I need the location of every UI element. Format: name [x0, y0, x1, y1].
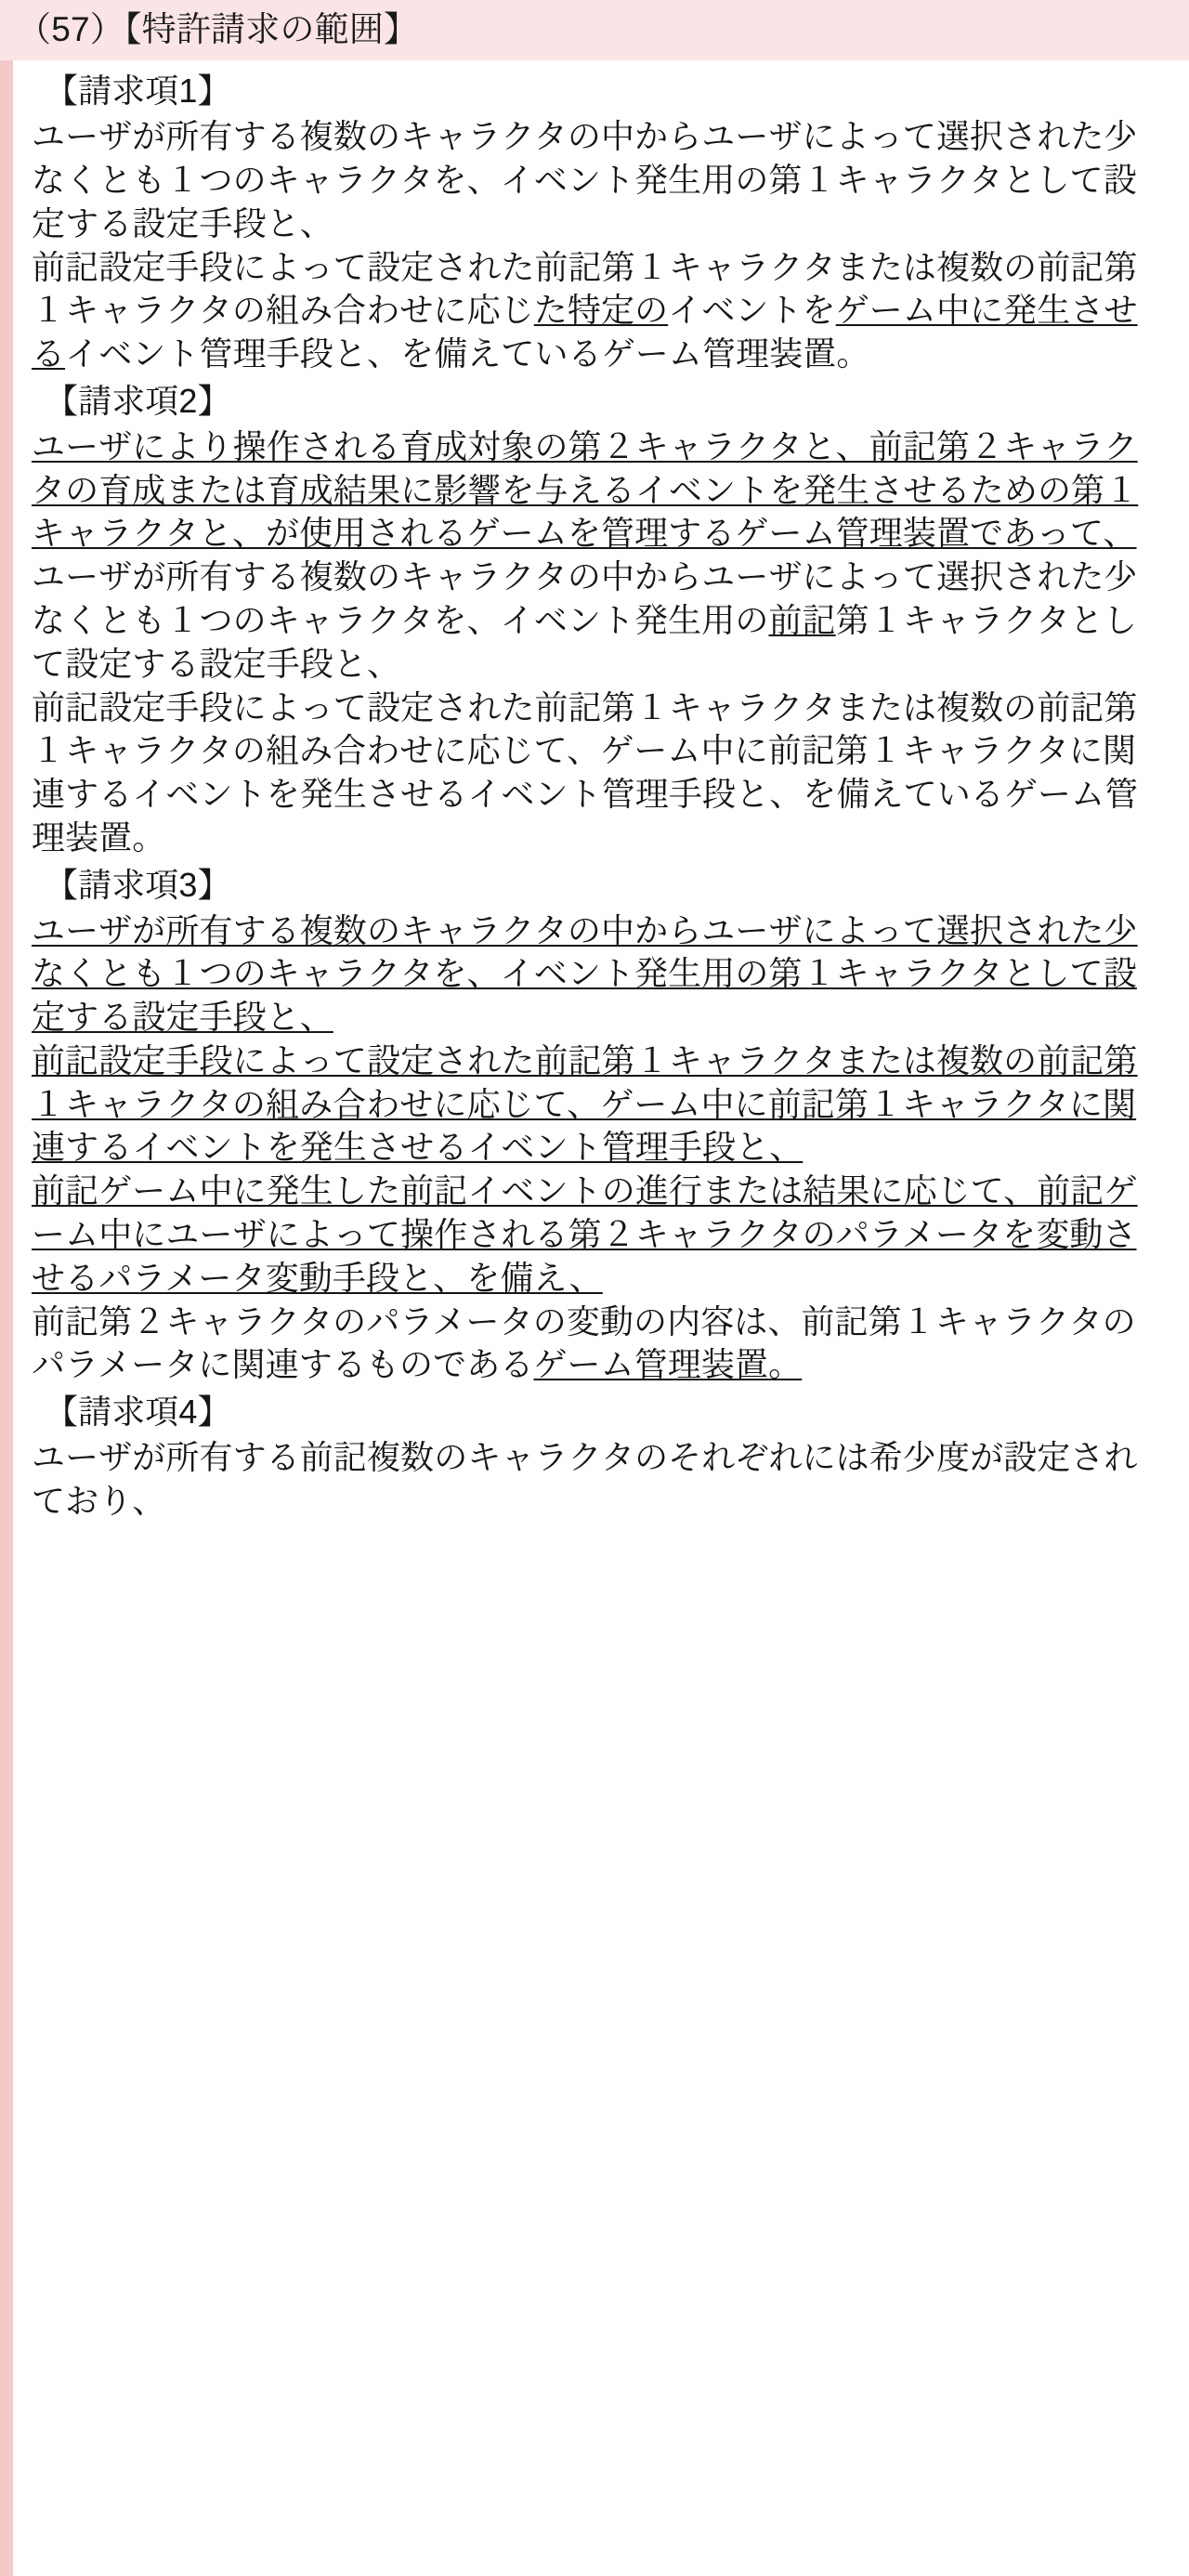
text-run: 前記設定手段によって設定された前記第１キャラクタまたは複数の前記第１キャラクタの組み合わせに応じて、ゲーム中に前記第１キャラクタに関連するイベントを発生させるイベント管理手段と、を備えているゲーム管理装置。	[32, 687, 1139, 856]
underlined-text-run: 前記ゲーム中に発生した前記イベントの進行または結果に応じて、前記ゲーム中にユーザによって操作される第２キャラクタのパラメータを変動させるパラメータ変動手段と、を備え、	[32, 1171, 1138, 1297]
section-header-claims: （57）【特許請求の範囲】	[0, 0, 1189, 60]
underlined-text-run: ゲーム中に発生させる	[32, 291, 1138, 373]
underlined-text-run: ユーザにより操作される育成対象の第２キャラクタと、前記第２キャラクタの育成または育成結果に影響を与えるイベントを発生させるための第１キャラクタと、が使用されるゲームを管理するゲーム管理装置であって、	[32, 426, 1139, 553]
underlined-text-run: ゲーム管理装置。	[533, 1345, 803, 1384]
claim-paragraph	[32, 686, 1169, 860]
text-run: ユーザが所有する前記複数のキャラクタのそれぞれには希少度が設定されており、	[32, 1438, 1138, 1520]
claim-paragraph	[32, 425, 1169, 556]
text-run: イベント管理手段と、を備えているゲーム管理装置。	[65, 334, 870, 373]
underlined-text-run: ユーザが所有する複数のキャラクタの中からユーザによって選択された少なくとも１つのキャラクタを、イベント発生用の第１キャラクタとして設定する設定手段と、	[32, 910, 1138, 1037]
claim-label: 【請求項4】	[45, 1393, 231, 1432]
claim-paragraph	[32, 909, 1169, 1040]
underlined-text-run: た特定の	[533, 291, 669, 330]
claim-paragraph	[32, 1436, 1169, 1523]
claims-container	[32, 70, 1169, 1523]
claim-paragraph	[32, 556, 1169, 686]
underlined-text-run: 前記設定手段によって設定された前記第１キャラクタまたは複数の前記第１キャラクタの組み合わせに応じて、ゲーム中に前記第１キャラクタに関連するイベントを発生させるイベント管理手段と、	[32, 1040, 1138, 1167]
claim-label: 【請求項2】	[45, 381, 231, 420]
claim-label: 【請求項3】	[45, 865, 231, 904]
text-run: 前記第２キャラクタのパラメータの変動の内容は、前記第１キャラクタのパラメータに関連するものである	[32, 1301, 1136, 1384]
text-run: 前記設定手段によって設定された前記第１キャラクタまたは複数の前記第１キャラクタの組み合わせに応じ	[32, 247, 1138, 330]
claim-paragraph	[32, 1170, 1169, 1300]
text-run: 第１キャラクタとして設定する設定手段と、	[32, 600, 1137, 683]
text-run: イベントを	[668, 291, 836, 330]
claim-paragraph	[32, 1301, 1169, 1388]
text-run: ユーザが所有する複数のキャラクタの中からユーザによって選択された少なくとも１つのキャラクタを、イベント発生用の第１キャラクタとして設定する設定手段と、	[32, 117, 1138, 242]
claims-body	[0, 60, 1189, 1532]
text-run: ユーザが所有する複数のキャラクタの中からユーザによって選択された少なくとも１つのキャラクタを、イベント発生用の	[32, 557, 1138, 639]
underlined-text-run: 前記	[768, 600, 836, 639]
claim-paragraph	[32, 1040, 1169, 1170]
claim-paragraph	[32, 246, 1169, 376]
claim-paragraph	[32, 115, 1169, 245]
claim-label: 【請求項1】	[45, 72, 231, 111]
